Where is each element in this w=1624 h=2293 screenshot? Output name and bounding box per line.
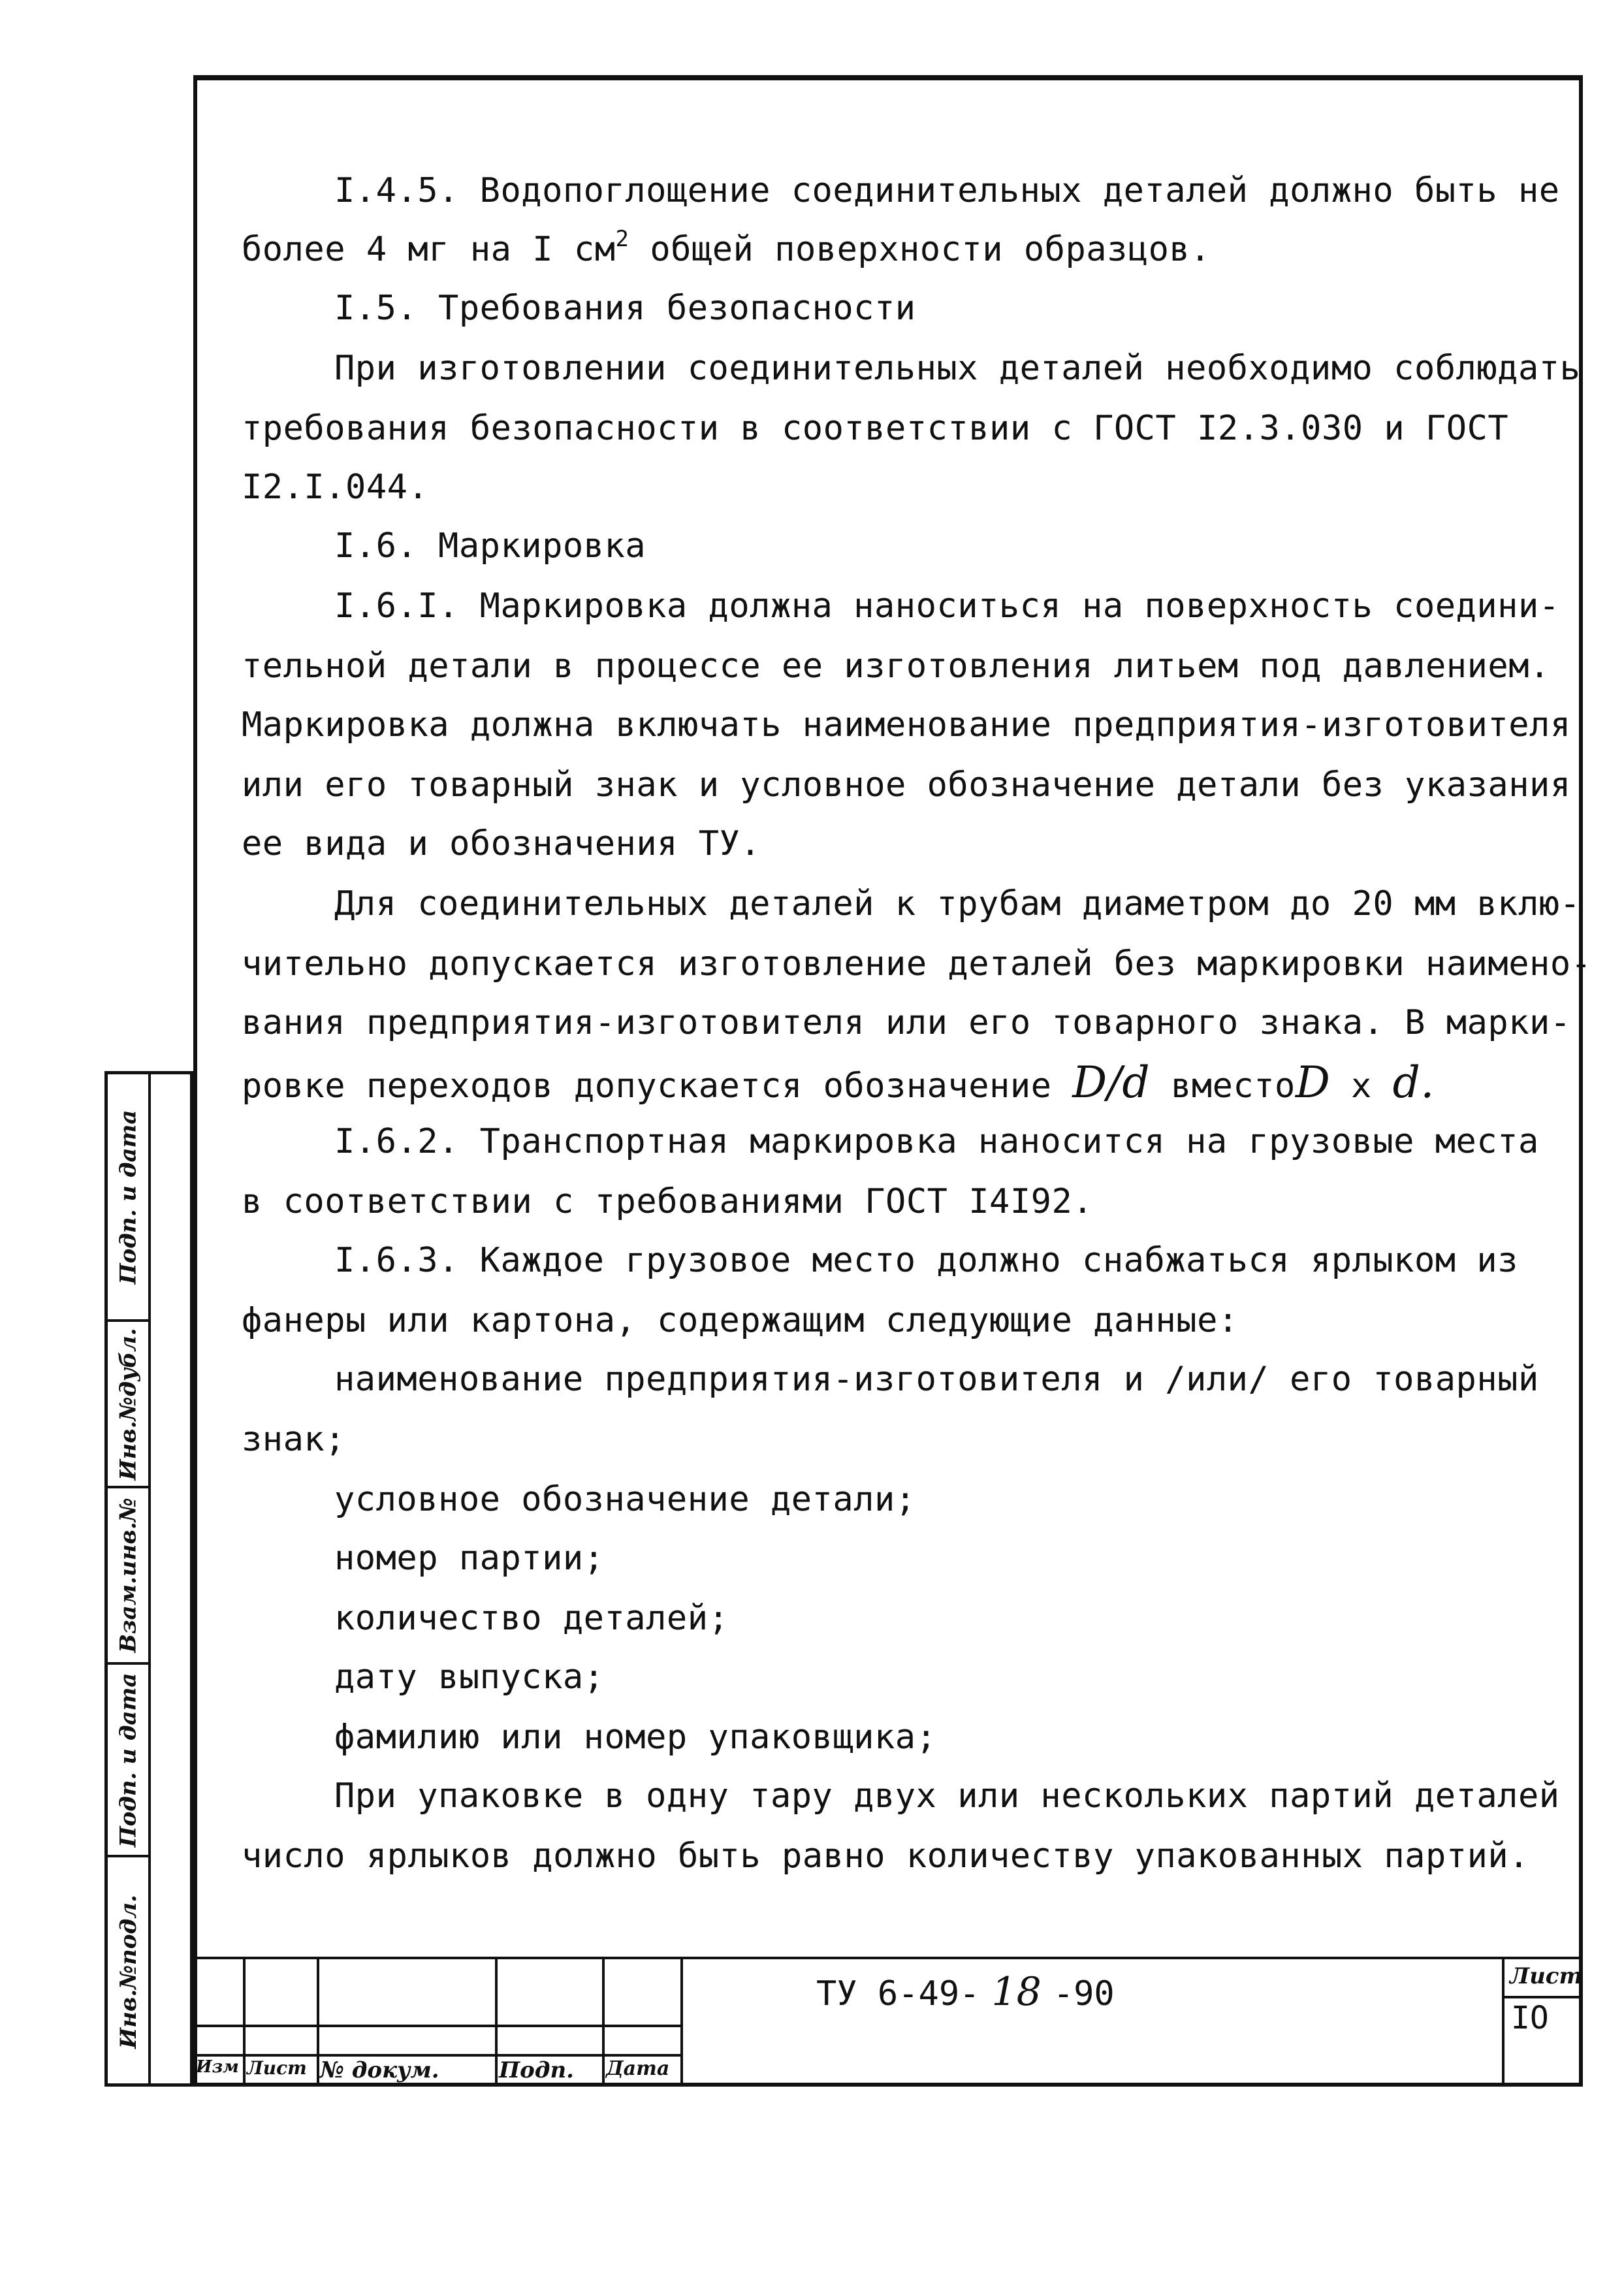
list-item: количество деталей; bbox=[334, 1599, 729, 1638]
text-span: x bbox=[1330, 1066, 1393, 1106]
designation-suffix: -90 bbox=[1053, 1974, 1115, 2013]
designation-handwritten-number: 18 bbox=[991, 1969, 1042, 2015]
list-item: условное обозначение детали; bbox=[334, 1480, 916, 1519]
text-span: более 4 мг на I см bbox=[242, 230, 616, 269]
stamp-label-original-inventory bbox=[112, 1857, 146, 2086]
text-line: тельной детали в процессе ее изготовления литьем под давлением. bbox=[242, 647, 1550, 686]
text-line bbox=[242, 226, 1211, 273]
stamp-label-dup-inventory bbox=[112, 1322, 146, 1486]
document-designation bbox=[816, 1969, 1115, 2015]
text-line: число ярлыков должно быть равно количеству упакованных партий. bbox=[242, 1836, 1530, 1876]
sheet-box-divider bbox=[1505, 1996, 1583, 1998]
title-block-divider bbox=[317, 1957, 319, 2087]
list-item: дату выпуска; bbox=[334, 1658, 605, 1697]
title-block-label-change: Изм bbox=[196, 2057, 239, 2077]
text-line: При изготовлении соединительных деталей необходимо соблюдать bbox=[334, 349, 1581, 388]
stamp-label-text: Инв.№дубл. bbox=[116, 1327, 142, 1481]
section-heading: I.6. Маркировка bbox=[334, 526, 646, 566]
section-heading: I.5. Требования безопасности bbox=[334, 289, 916, 328]
text-line bbox=[242, 1057, 1435, 1108]
text-line: вания предприятия-изготовителя или его товарного знака. В марки- bbox=[242, 1003, 1571, 1042]
title-block-label-signature: Подп. bbox=[499, 2057, 574, 2083]
text-line: I.4.5. Водопоглощение соединительных деталей должно быть не bbox=[334, 171, 1560, 210]
text-line: наименование предприятия-изготовителя и /или/ его товарный bbox=[334, 1360, 1539, 1399]
sheet-label: Лист bbox=[1510, 1963, 1583, 1989]
text-line: I.6.I. Маркировка должна наноситься на поверхность соедини- bbox=[334, 586, 1560, 626]
stamp-label-signature-date-2 bbox=[112, 1665, 146, 1855]
side-stamp bbox=[104, 1071, 193, 2087]
stamp-label-text: Инв.№подл. bbox=[116, 1895, 142, 2049]
text-line: ее вида и обозначения ТУ. bbox=[242, 824, 761, 863]
superscript: 2 bbox=[615, 226, 629, 252]
title-block-divider bbox=[602, 1957, 605, 2087]
list-item: фамилию или номер упаковщика; bbox=[334, 1718, 937, 1757]
text-line: При упаковке в одну тару двух или нескольких партий деталей bbox=[334, 1776, 1560, 1816]
text-line: I.6.2. Транспортная маркировка наносится на грузовые места bbox=[334, 1122, 1539, 1161]
title-block-divider bbox=[193, 2054, 683, 2057]
title-block-label-sheet: Лист bbox=[247, 2057, 307, 2079]
list-item: номер партии; bbox=[334, 1539, 605, 1578]
text-line: или его товарный знак и условное обозначение детали без указания bbox=[242, 765, 1571, 805]
title-block-border bbox=[193, 1957, 1583, 1959]
side-divider bbox=[148, 1074, 151, 2083]
title-block-divider bbox=[243, 1957, 246, 2087]
text-span: вместо bbox=[1150, 1066, 1296, 1106]
text-line: I2.I.044. bbox=[242, 468, 429, 507]
text-line: в соответствии с требованиями ГОСТ I4I92. bbox=[242, 1182, 1094, 1221]
handwritten-symbol: D/d bbox=[1072, 1057, 1151, 1108]
text-line: требования безопасности в соответствии с ГОСТ I2.3.030 и ГОСТ bbox=[242, 409, 1509, 448]
stamp-label-text: Подп. и дата bbox=[116, 1109, 142, 1285]
text-line: знак; bbox=[242, 1420, 346, 1459]
handwritten-symbol: D bbox=[1295, 1057, 1331, 1108]
title-block-label-doc-number: № докум. bbox=[320, 2057, 439, 2083]
text-line: фанеры или картона, содержащим следующие данные: bbox=[242, 1301, 1239, 1340]
title-block-label-date: Дата bbox=[606, 2057, 670, 2080]
title-block-divider bbox=[193, 2025, 683, 2027]
stamp-label-text: Подп. и дата bbox=[116, 1672, 142, 1848]
sheet-number: IO bbox=[1511, 2000, 1549, 2036]
sheet-number-box bbox=[1502, 1959, 1583, 2087]
designation-prefix: ТУ 6-49- bbox=[816, 1974, 980, 2013]
title-block-divider bbox=[495, 1957, 498, 2087]
text-span: общей поверхности образцов. bbox=[629, 230, 1211, 269]
text-line: Для соединительных деталей к трубам диаметром до 20 мм вклю- bbox=[334, 884, 1581, 923]
text-line: I.6.3. Каждое грузовое место должно снабжаться ярлыком из bbox=[334, 1241, 1518, 1280]
stamp-label-replacement-inventory bbox=[112, 1488, 146, 1662]
stamp-label-text: Взам.инв.№ bbox=[116, 1498, 142, 1653]
title-block-divider bbox=[680, 1957, 683, 2087]
text-span: ровке переходов допускается обозначение bbox=[242, 1066, 1073, 1106]
handwritten-symbol: d. bbox=[1392, 1057, 1435, 1108]
text-line: Маркировка должна включать наименование предприятия-изготовителя bbox=[242, 705, 1571, 745]
text-line: чительно допускается изготовление деталей без маркировки наимено- bbox=[242, 944, 1592, 984]
stamp-label-signature-date bbox=[112, 1074, 146, 1319]
